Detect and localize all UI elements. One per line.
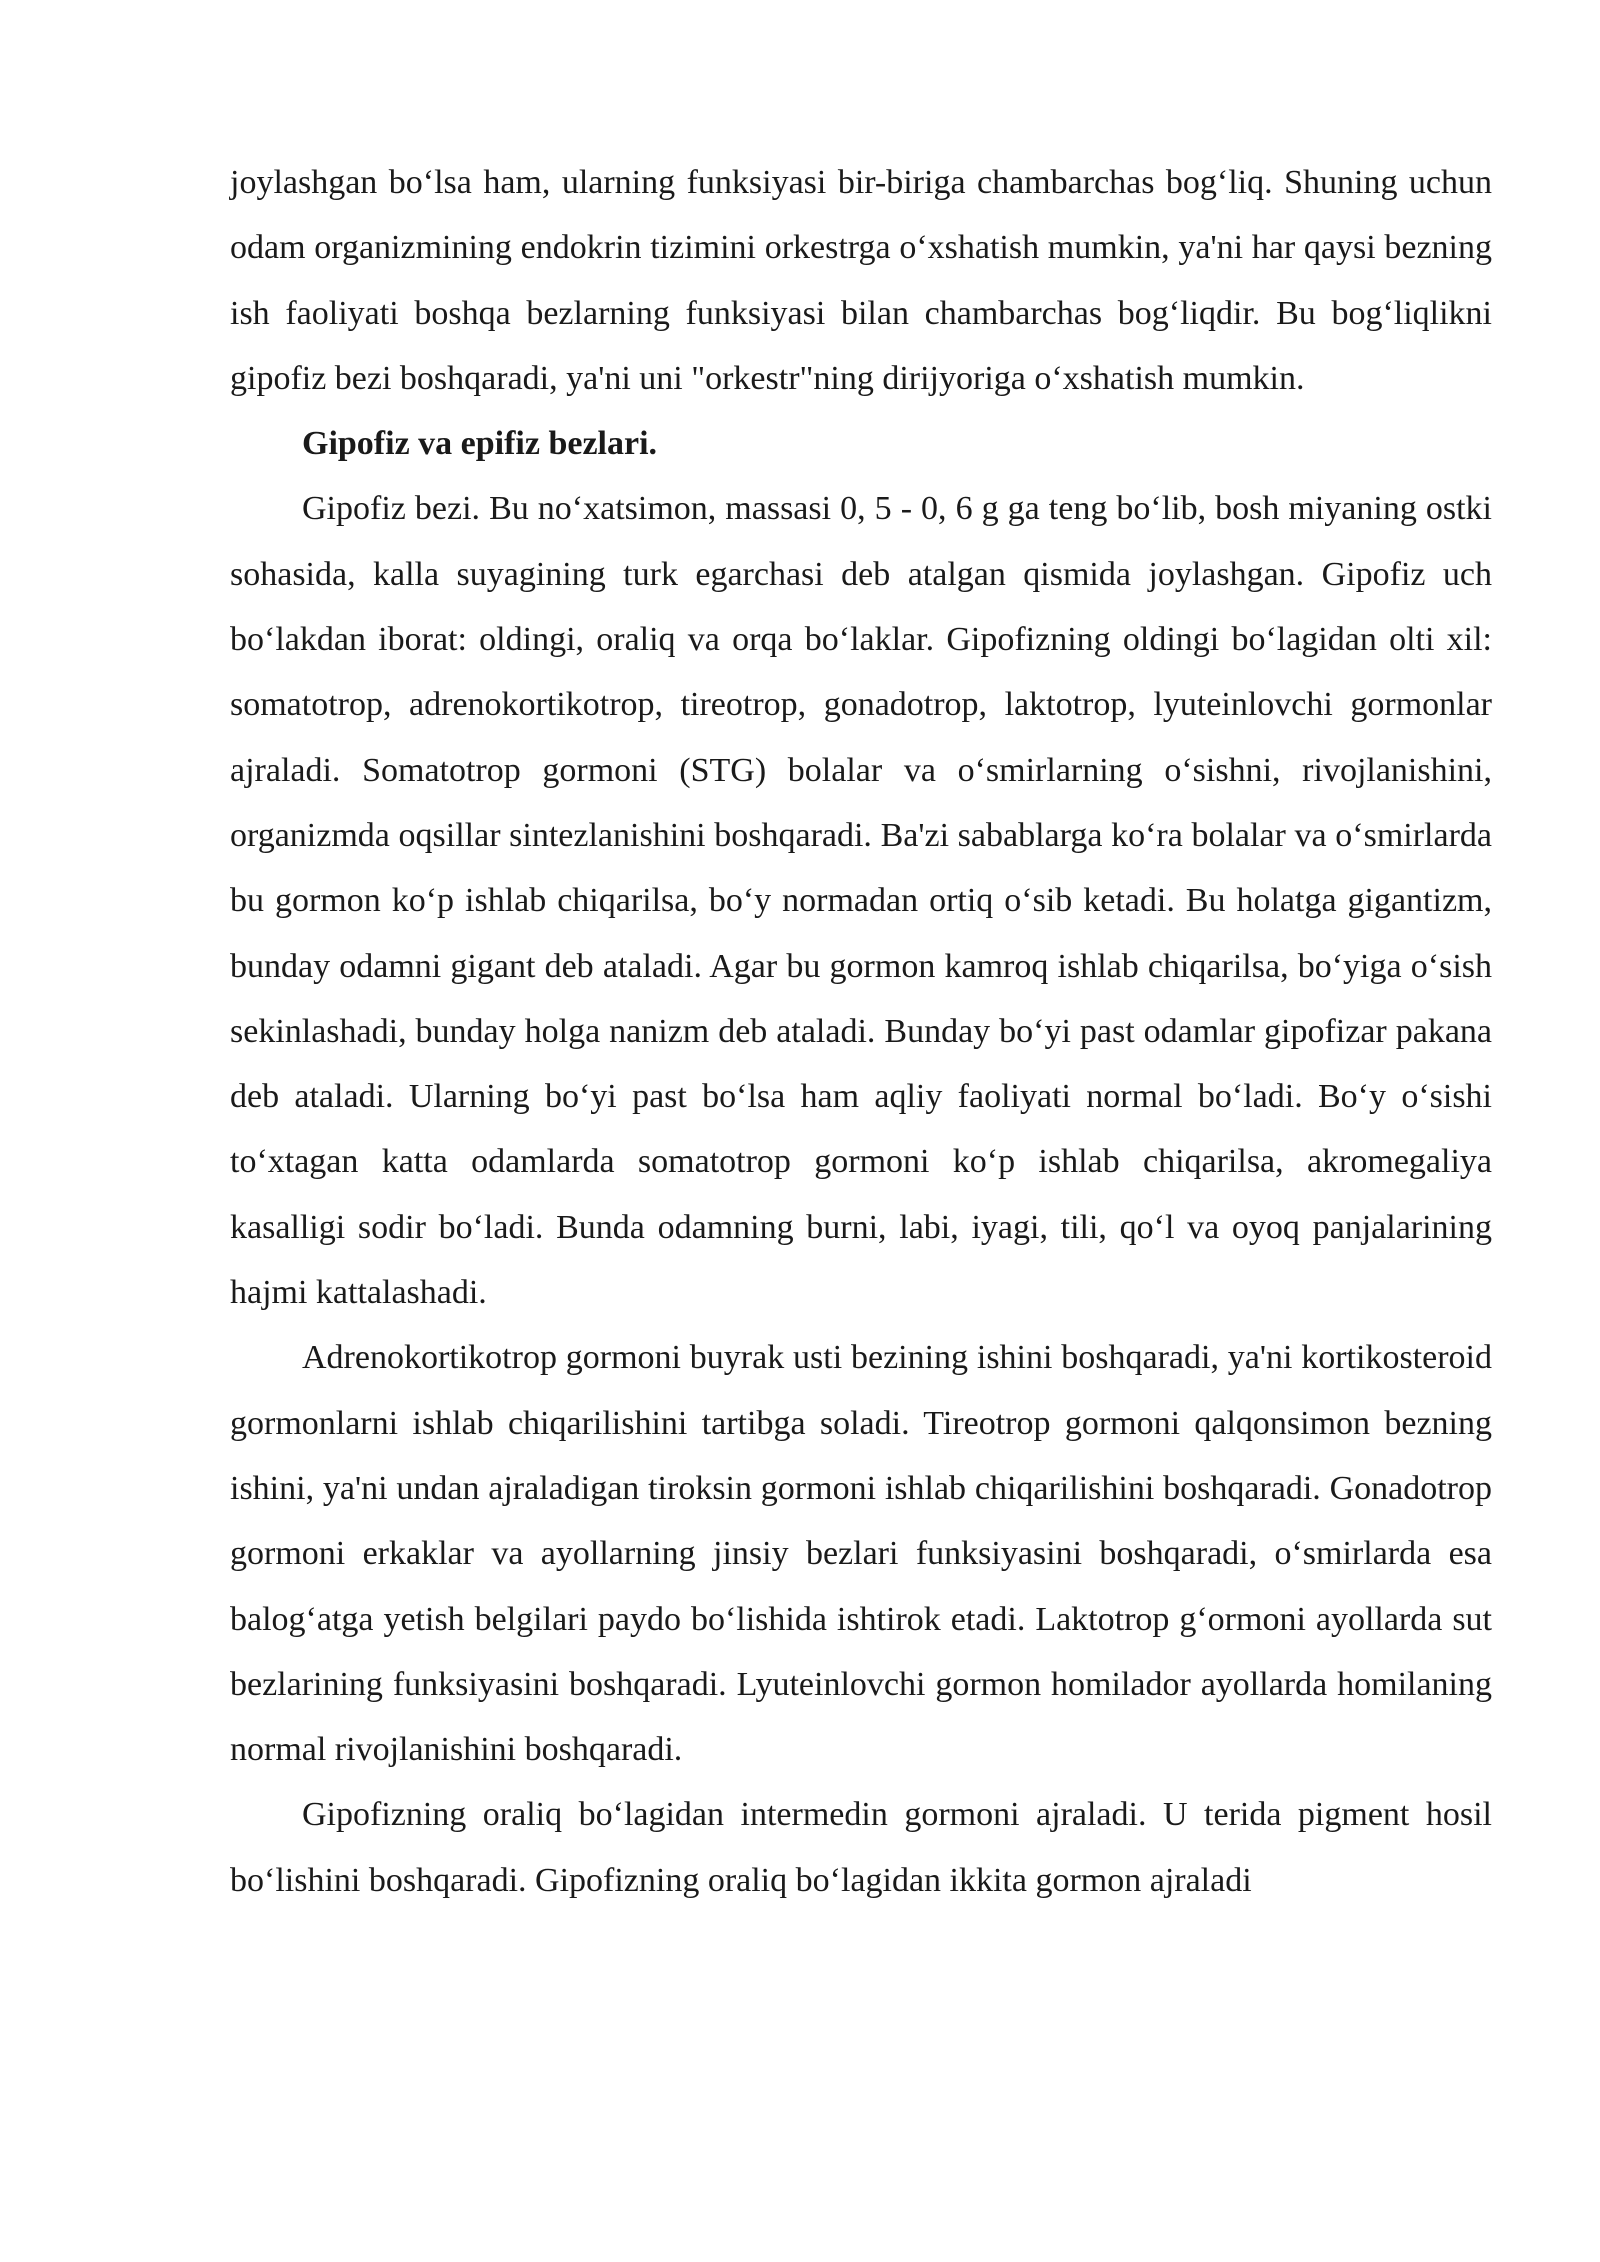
- document-page: [230, 150, 1492, 1913]
- paragraph-continuation: joylashgan bo‘lsa ham, ularning funksiyasi bir-biriga chambarchas bog‘liq. Shuning uchun odam organizmining endokrin tizimini orkestrga o‘xshatish mumkin, ya'ni har qaysi bezning ish faoliyati boshqa bezlarning funksiyasi bilan chambarchas bog‘liqdir. Bu bog‘liqlikni gipofiz bezi boshqaradi, ya'ni uni "orkestr"ning dirijyoriga o‘xshatish mumkin.: [230, 164, 1492, 397]
- paragraph-adrenokortikotrop: Adrenokortikotrop gormoni buyrak usti bezining ishini boshqaradi, ya'ni kortikosteroid gormonlarni ishlab chiqarilishini tartibga soladi. Tireotrop gormoni qalqonsimon bezning ishini, ya'ni undan ajraladigan tiroksin gormoni ishlab chiqarilishini boshqaradi. Gonadotrop gormoni erkaklar va ayollarning jinsiy bezlari funksiyasini boshqaradi, o‘smirlarda esa balog‘atga yetish belgilari paydo bo‘lishida ishtirok etadi. Laktotrop g‘ormoni ayollarda sut bezlarining funksiyasini boshqaradi. Lyuteinlovchi gormon homilador ayollarda homilaning normal rivojlanishini boshqaradi.: [230, 1339, 1492, 1769]
- section-heading: Gipofiz va epifiz bezlari.: [302, 425, 658, 463]
- paragraph-oraliq-bolak: Gipofizning oraliq bo‘lagidan intermedin gormoni ajraladi. U terida pigment hosil bo‘lishini boshqaradi. Gipofizning oraliq bo‘lagidan ikkita gormon ajraladi: [230, 1796, 1492, 1899]
- paragraph-gipofiz-bezi: Gipofiz bezi. Bu no‘xatsimon, massasi 0, 5 - 0, 6 g ga teng bo‘lib, bosh miyaning ostki sohasida, kalla suyagining turk egarchasi deb atalgan qismida joylashgan. Gipofiz uch bo‘lakdan iborat: oldingi, oraliq va orqa bo‘laklar. Gipofizning oldingi bo‘lagidan olti xil: somatotrop, adrenokortikotrop, tireotrop, gonadotrop, laktotrop, lyuteinlovchi gormonlar ajraladi. Somatotrop gormoni (STG) bolalar va o‘smirlarning o‘sishni, rivojlanishini, organizmda oqsillar sintezlanishini boshqaradi. Ba'zi sabablarga ko‘ra bolalar va o‘smirlarda bu gormon ko‘p ishlab chiqarilsa, bo‘y normadan ortiq o‘sib ketadi. Bu holatga gigantizm, bunday odamni gigant deb ataladi. Agar bu gormon kamroq ishlab chiqarilsa, bo‘yiga o‘sish sekinlashadi, bunday holga nanizm deb ataladi. Bunday bo‘yi past odamlar gipofizar pakana deb ataladi. Ularning bo‘yi past bo‘lsa ham aqliy faoliyati normal bo‘ladi. Bo‘y o‘sishi to‘xtagan katta odamlarda somatotrop gormoni ko‘p ishlab chiqarilsa, akromegaliya kasalligi sodir bo‘ladi. Bunda odamning burni, labi, iyagi, tili, qo‘l va oyoq panjalarining hajmi kattalashadi.: [230, 490, 1492, 1312]
